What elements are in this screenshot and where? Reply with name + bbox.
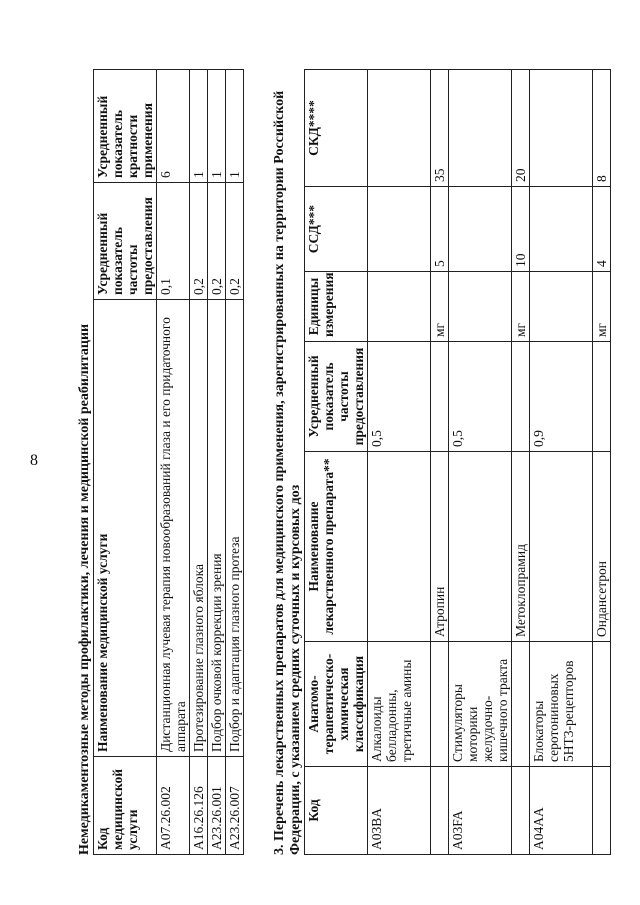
drug-frequency: 0,9 — [530, 342, 593, 452]
table-row — [530, 70, 593, 855]
drug-skd — [449, 70, 512, 187]
drug-unit: мг — [593, 272, 611, 342]
section-nonmedication — [75, 65, 244, 855]
service-code: A23.26.001 — [208, 757, 226, 855]
drug-ssd — [530, 187, 593, 272]
table-row — [368, 70, 431, 855]
drug-unit: мг — [512, 272, 530, 342]
drug-atc — [593, 642, 611, 767]
drug-frequency: 0,5 — [449, 342, 512, 452]
drug-ssd — [449, 187, 512, 272]
service-frequency: 0,2 — [190, 183, 208, 300]
services-table — [93, 69, 244, 855]
drug-code: A03FA — [449, 767, 512, 855]
drug-code — [512, 767, 530, 855]
drug-ssd: 5 — [431, 187, 449, 272]
table-row — [449, 70, 512, 855]
drug-code — [431, 767, 449, 855]
service-name: Протезирование глазного яблока — [190, 300, 208, 757]
drug-name — [449, 452, 512, 642]
drug-unit — [530, 272, 593, 342]
section1-title: Немедикаментозные методы профилактики, лечения и медицинской реабилитации — [77, 323, 92, 855]
drug-name: Метоклопрамид — [512, 452, 530, 642]
medications-table — [304, 69, 611, 855]
drug-atc: Блокаторы серотониновых 5HT3-рецепторов — [530, 642, 593, 767]
drug-atc: Стимуляторы моторики желудочно-кишечного тракта — [449, 642, 512, 767]
service-name: Дистанционная лучевая терапия новообразований глаза и его придаточного аппарата — [157, 300, 190, 757]
table-row — [208, 70, 226, 855]
header-name: Наименование медицинской услуги — [94, 300, 157, 757]
drug-unit: мг — [431, 272, 449, 342]
service-code: A23.26.007 — [226, 757, 244, 855]
page-number: 8 — [30, 452, 38, 469]
table-row — [157, 70, 190, 855]
rotated-content — [75, 65, 635, 855]
drug-frequency — [431, 342, 449, 452]
drug-skd — [368, 70, 431, 187]
service-multiplicity: 6 — [157, 70, 190, 183]
drug-ssd: 4 — [593, 187, 611, 272]
header-multiplicity: Усредненный показатель кратности применения — [94, 70, 157, 183]
drug-frequency — [512, 342, 530, 452]
header-code: Код медицинской услуги — [94, 757, 157, 855]
service-multiplicity: 1 — [226, 70, 244, 183]
service-code: A16.26.126 — [190, 757, 208, 855]
table-header-row — [305, 70, 368, 855]
table-row — [190, 70, 208, 855]
section2-title: 3. Перечень лекарственных препаратов для медицинского применения, зарегистрированных на территории Российской Федерации, с указанием средних суточных и курсовых доз — [272, 90, 303, 855]
service-multiplicity: 1 — [190, 70, 208, 183]
drug-code: A03BA — [368, 767, 431, 855]
service-code: A07.26.002 — [157, 757, 190, 855]
section-medications — [270, 65, 611, 855]
service-frequency: 0,2 — [226, 183, 244, 300]
drug-skd — [530, 70, 593, 187]
drug-ssd — [368, 187, 431, 272]
header-ssd: ССД*** — [305, 187, 368, 272]
table-header-row — [94, 70, 157, 855]
drug-frequency — [593, 342, 611, 452]
header-skd: СКД**** — [305, 70, 368, 187]
drug-name: Атропин — [431, 452, 449, 642]
service-name: Подбор очковой коррекции зрения — [208, 300, 226, 757]
service-frequency: 0,2 — [208, 183, 226, 300]
table-row — [431, 70, 449, 855]
drug-code: A04AA — [530, 767, 593, 855]
header-frequency: Усредненный показатель частоты предоставления — [94, 183, 157, 300]
service-frequency: 0,1 — [157, 183, 190, 300]
drug-atc: Алкалоиды белладонны, третичные амины — [368, 642, 431, 767]
drug-skd: 35 — [431, 70, 449, 187]
header-frequency: Усредненный показатель частоты предоставления — [305, 342, 368, 452]
drug-code — [593, 767, 611, 855]
table-row — [512, 70, 530, 855]
drug-skd: 8 — [593, 70, 611, 187]
service-name: Подбор и адаптация глазного протеза — [226, 300, 244, 757]
drug-skd: 20 — [512, 70, 530, 187]
header-atc: Анатомо-терапевтическо-химическая классификация — [305, 642, 368, 767]
service-multiplicity: 1 — [208, 70, 226, 183]
drug-unit — [368, 272, 431, 342]
drug-name: Ондансетрон — [593, 452, 611, 642]
table-row — [593, 70, 611, 855]
drug-frequency: 0,5 — [368, 342, 431, 452]
drug-name — [530, 452, 593, 642]
drug-atc — [431, 642, 449, 767]
drug-name — [368, 452, 431, 642]
header-code: Код — [305, 767, 368, 855]
drug-ssd: 10 — [512, 187, 530, 272]
drug-unit — [449, 272, 512, 342]
header-unit: Единицы измерения — [305, 272, 368, 342]
header-drug-name: Наименование лекарственного препарата** — [305, 452, 368, 642]
table-row — [226, 70, 244, 855]
drug-atc — [512, 642, 530, 767]
